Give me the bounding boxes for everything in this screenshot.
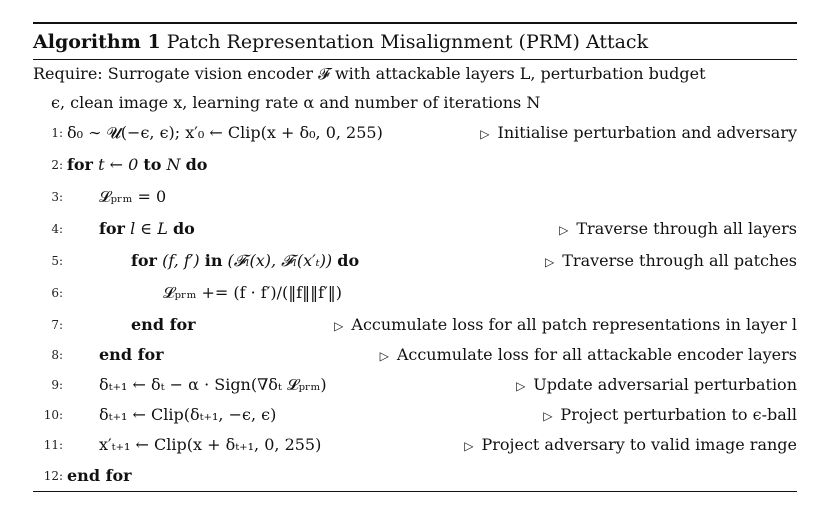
line-number: 6: xyxy=(51,286,63,300)
comment-7: ▷ Accumulate loss for all patch representations in layer l xyxy=(334,312,797,339)
line-number: 9: xyxy=(51,378,63,392)
line-number: 1: xyxy=(51,126,63,140)
code-line-4: for l ∈ L do xyxy=(99,219,195,238)
algo-line-6 xyxy=(33,280,797,306)
line-number: 8: xyxy=(51,348,63,362)
algo-line-11 xyxy=(33,432,797,458)
comment-10: ▷ Project perturbation to ϵ-ball xyxy=(543,402,797,429)
comment-8: ▷ Accumulate loss for all attackable encoder layers xyxy=(380,342,797,369)
require-line-2 xyxy=(33,90,797,116)
line-number: 5: xyxy=(51,254,63,268)
algo-line-7 xyxy=(33,312,797,338)
algorithm-title xyxy=(33,27,797,57)
comment-1: ▷ Initialise perturbation and adversary xyxy=(480,120,797,147)
comment-triangle-icon: ▷ xyxy=(379,349,389,363)
comment-11: ▷ Project adversary to valid image range xyxy=(464,432,797,459)
code-line-6: 𝓛ₚᵣₘ += (f · f′)/(‖f‖‖f′‖) xyxy=(163,283,342,302)
algo-line-8 xyxy=(33,342,797,368)
code-line-12: end for xyxy=(67,466,132,485)
code-line-7: end for xyxy=(131,315,196,334)
algo-line-5 xyxy=(33,248,797,274)
comment-9: ▷ Update adversarial perturbation xyxy=(516,372,797,399)
require-label: Require: xyxy=(33,64,103,83)
bottom-rule xyxy=(33,491,797,492)
header-rule xyxy=(33,59,797,60)
code-line-10: δₜ₊₁ ← Clip(δₜ₊₁, −ϵ, ϵ) xyxy=(99,405,277,424)
code-line-8: end for xyxy=(99,345,164,364)
algo-line-12 xyxy=(33,463,797,489)
comment-triangle-icon: ▷ xyxy=(516,379,526,393)
code-line-2: for t ← 0 to N do xyxy=(67,155,208,174)
comment-triangle-icon: ▷ xyxy=(334,319,344,333)
line-number: 10: xyxy=(43,408,63,422)
code-line-3: 𝓛ₚᵣₘ = 0 xyxy=(99,187,167,206)
top-rule xyxy=(33,22,797,24)
algo-line-9 xyxy=(33,372,797,398)
algorithm-number: Algorithm 1 xyxy=(33,31,161,53)
require-text-2: ϵ, clean image x, learning rate α and number of iterations N xyxy=(51,93,541,112)
code-line-11: x′ₜ₊₁ ← Clip(x + δₜ₊₁, 0, 255) xyxy=(99,435,322,454)
require-line-1 xyxy=(33,61,797,87)
algo-line-2 xyxy=(33,152,797,178)
algo-line-10 xyxy=(33,402,797,428)
algo-line-4 xyxy=(33,216,797,242)
comment-triangle-icon: ▷ xyxy=(559,223,569,237)
comment-triangle-icon: ▷ xyxy=(480,127,490,141)
line-number: 4: xyxy=(51,222,63,236)
comment-triangle-icon: ▷ xyxy=(545,255,555,269)
line-number: 11: xyxy=(43,438,63,452)
line-number: 2: xyxy=(51,158,63,172)
code-line-5: for (f, f′) in (𝓕ₗ(x), 𝓕ₗ(x′ₜ)) do xyxy=(131,251,360,270)
line-number: 3: xyxy=(51,190,63,204)
require-text-1: Surrogate vision encoder 𝓕 with attackable layers L, perturbation budget xyxy=(107,64,706,83)
comment-5: ▷ Traverse through all patches xyxy=(545,248,797,275)
line-number: 7: xyxy=(51,318,63,332)
algo-line-3 xyxy=(33,184,797,210)
code-line-1: δ₀ ∼ 𝓤(−ϵ, ϵ); x′₀ ← Clip(x + δ₀, 0, 255) xyxy=(67,123,383,142)
comment-triangle-icon: ▷ xyxy=(543,409,553,423)
line-number: 12: xyxy=(43,469,63,483)
algo-line-1 xyxy=(33,120,797,146)
comment-triangle-icon: ▷ xyxy=(464,439,474,453)
code-line-9: δₜ₊₁ ← δₜ − α · Sign(∇δₜ 𝓛ₚᵣₘ) xyxy=(99,375,327,394)
comment-4: ▷ Traverse through all layers xyxy=(559,216,797,243)
algorithm-name: Patch Representation Misalignment (PRM) Attack xyxy=(166,31,649,53)
